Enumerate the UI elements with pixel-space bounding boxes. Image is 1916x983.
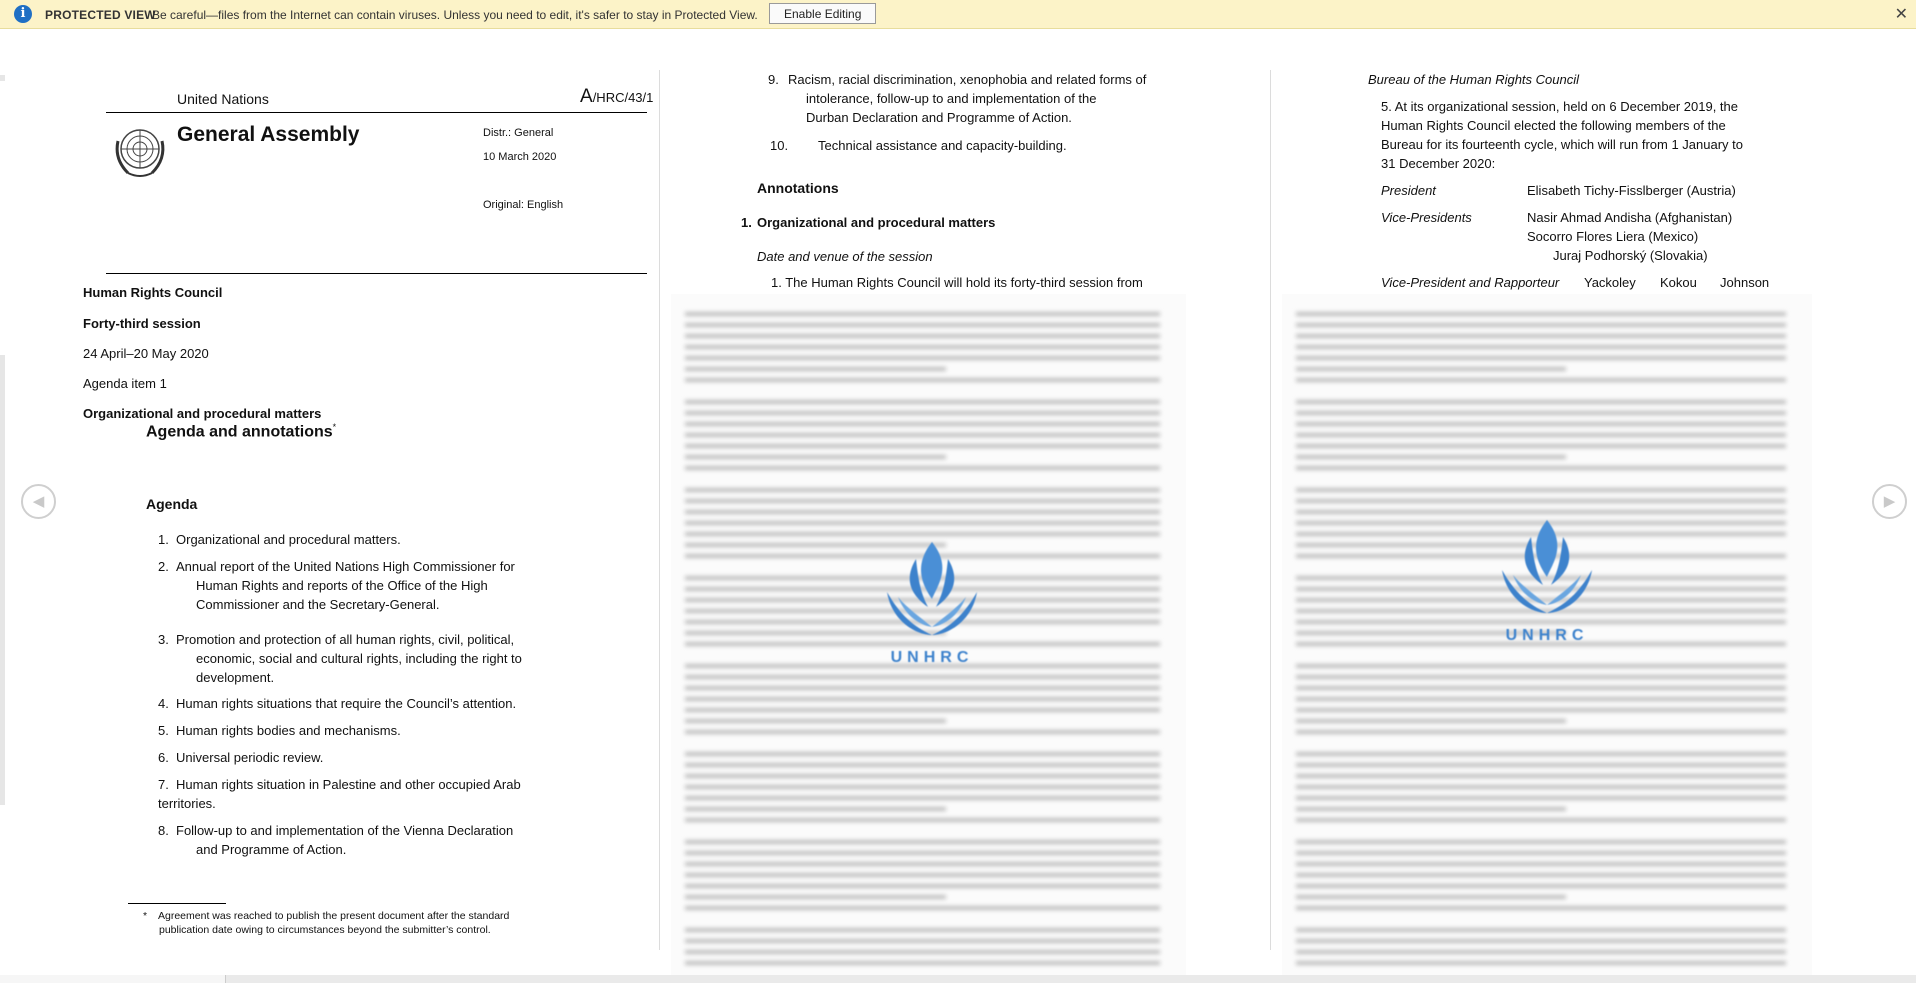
- status-bar-tab: [0, 975, 226, 983]
- blurred-text-line: [1296, 345, 1786, 349]
- blurred-text-line: [1296, 807, 1566, 811]
- footnote-line-1: Agreement was reached to publish the present document after the standard: [158, 910, 510, 922]
- left-scroll-edge: [0, 355, 5, 805]
- blurred-text-line: [1296, 840, 1786, 844]
- distribution-label: Distr.: General: [483, 127, 554, 139]
- blurred-text-line: [1296, 433, 1786, 437]
- rapporteur-name-part-3: Johnson: [1720, 275, 1770, 290]
- agenda-item-title: Organizational and procedural matters: [83, 406, 322, 421]
- agenda-item: [158, 530, 548, 549]
- vice-president-2: Socorro Flores Liera (Mexico): [1527, 229, 1699, 244]
- blurred-text-line: [685, 356, 1160, 360]
- blurred-text-line: [1296, 774, 1786, 778]
- blurred-text-line: [1296, 367, 1566, 371]
- blurred-text-line: [685, 521, 1160, 525]
- agenda-item-9-line-2: intolerance, follow-up to and implementation of the: [806, 91, 1097, 106]
- paragraph-5-line-1: 5. At its organizational session, held on 6 December 2019, the: [1381, 99, 1738, 114]
- blurred-text-line: [685, 532, 1160, 536]
- agenda-item-number: 4.: [158, 696, 169, 711]
- blurred-text-line: [685, 807, 946, 811]
- agenda-item-text: Human rights situation in Palestine and other occupied Arab: [176, 777, 521, 792]
- agenda-item-9-line-3: Durban Declaration and Programme of Action.: [806, 110, 1072, 125]
- annotations-heading: Annotations: [757, 180, 839, 196]
- agenda-item-number: 1.: [158, 532, 169, 547]
- blurred-text-line: [1296, 455, 1566, 459]
- status-bar: [0, 975, 1916, 983]
- council-name: Human Rights Council: [83, 285, 223, 300]
- agenda-item-text: Annual report of the United Nations High Commissioner for: [176, 559, 515, 574]
- blurred-text-line: [685, 312, 1160, 316]
- paragraph-5-line-4: 31 December 2020:: [1381, 156, 1496, 171]
- org-label: United Nations: [177, 91, 269, 107]
- agenda-item-continuation: Human Rights and reports of the Office of the High: [196, 578, 488, 593]
- blurred-text-line: [1296, 862, 1786, 866]
- general-assembly-title: General Assembly: [177, 123, 360, 146]
- paragraph-5-line-3: Bureau for its fourteenth cycle, which will run from 1 January to: [1381, 137, 1743, 152]
- page-divider-1: [659, 70, 660, 950]
- blurred-text-line: [685, 466, 1160, 470]
- blurred-text-line: [1296, 422, 1786, 426]
- paragraph-5-line-2: Human Rights Council elected the following members of the: [1381, 118, 1726, 133]
- blurred-text-line: [1296, 312, 1786, 316]
- blurred-text-line: [1296, 752, 1786, 756]
- blurred-text-line: [1296, 686, 1786, 690]
- blurred-text-line: [685, 939, 1160, 943]
- agenda-item-10-text: Technical assistance and capacity-building.: [818, 138, 1067, 153]
- vice-president-rapporteur-label: Vice-President and Rapporteur: [1381, 275, 1560, 290]
- document-title: [146, 422, 336, 441]
- blurred-text-line: [1296, 334, 1786, 338]
- agenda-item-continuation: and Programme of Action.: [196, 842, 347, 857]
- paragraph-1-first-line: 1. The Human Rights Council will hold its forty-third session from: [771, 275, 1143, 290]
- agenda-item-continuation: development.: [196, 670, 275, 685]
- blurred-text-line: [1296, 675, 1786, 679]
- unhrc-watermark-1: [872, 537, 992, 677]
- blurred-text-line: [1296, 851, 1786, 855]
- blurred-text-line: [685, 928, 1160, 932]
- blurred-text-line: [685, 774, 1160, 778]
- unhrc-watermark-2: [1487, 515, 1607, 655]
- enable-editing-button[interactable]: Enable Editing: [769, 3, 876, 24]
- blurred-text-line: [685, 455, 946, 459]
- agenda-item-9-number: 9.: [768, 72, 779, 87]
- footnote: [128, 909, 538, 937]
- blurred-text-line: [1296, 510, 1786, 514]
- page-divider-2: [1270, 70, 1271, 950]
- blurred-text-line: [685, 785, 1160, 789]
- unhrc-flame-icon: [872, 537, 992, 647]
- blurred-text-line: [1296, 719, 1566, 723]
- protected-view-title: PROTECTED VIEW: [45, 8, 156, 22]
- agenda-item-text: Organizational and procedural matters.: [176, 532, 401, 547]
- agenda-item-continuation: Commissioner and the Secretary-General.: [196, 597, 440, 612]
- footnote-mark: *: [143, 910, 148, 922]
- blurred-text-line: [685, 796, 1160, 800]
- blurred-text-line: [685, 444, 1160, 448]
- agenda-item-text: Follow-up to and implementation of the Vienna Declaration: [176, 823, 514, 838]
- close-icon[interactable]: ✕: [1894, 6, 1908, 23]
- blurred-text-line: [685, 719, 946, 723]
- agenda-item: [158, 821, 548, 859]
- blurred-text-line: [685, 906, 1160, 910]
- blurred-text-line: [685, 488, 1160, 492]
- session-dates: 24 April–20 May 2020: [83, 346, 209, 361]
- unhrc-logo-text: UNHRC: [1505, 627, 1589, 644]
- blurred-text-line: [1296, 697, 1786, 701]
- blurred-text-line: [685, 510, 1160, 514]
- blurred-text-line: [685, 950, 1160, 954]
- agenda-item: [158, 748, 548, 767]
- blurred-text-line: [1296, 466, 1786, 470]
- agenda-item-number: 2.: [158, 559, 169, 574]
- agenda-item: [158, 775, 548, 813]
- blurred-text-line: [685, 378, 1160, 382]
- agenda-item-number: 5.: [158, 723, 169, 738]
- vice-presidents-label: Vice-Presidents: [1381, 210, 1472, 225]
- blurred-text-line: [1296, 356, 1786, 360]
- agenda-item-text: Universal periodic review.: [176, 750, 324, 765]
- blurred-text-line: [685, 873, 1160, 877]
- agenda-heading: Agenda: [146, 496, 198, 512]
- agenda-item-number: 7.: [158, 777, 169, 792]
- blurred-text-line: [1296, 488, 1786, 492]
- bureau-heading: Bureau of the Human Rights Council: [1368, 72, 1580, 87]
- next-page-button[interactable]: ▶: [1872, 484, 1907, 519]
- blurred-text-line: [685, 334, 1160, 338]
- agenda-item-text: Promotion and protection of all human rights, civil, political,: [176, 632, 515, 647]
- blurred-text-line: [685, 895, 946, 899]
- blurred-text-line: [685, 367, 946, 371]
- blurred-text-line: [1296, 378, 1786, 382]
- previous-page-button[interactable]: ◀: [21, 484, 56, 519]
- blurred-text-line: [685, 422, 1160, 426]
- agenda-item-number: 3.: [158, 632, 169, 647]
- blurred-text-line: [1296, 499, 1786, 503]
- blurred-text-line: [685, 840, 1160, 844]
- blurred-text-line: [1296, 785, 1786, 789]
- blurred-text-line: [1296, 444, 1786, 448]
- blurred-text-line: [685, 345, 1160, 349]
- blurred-text-line: [685, 433, 1160, 437]
- blurred-text-line: [685, 686, 1160, 690]
- footnote-rule: [128, 903, 226, 904]
- unhrc-flame-icon: [1487, 515, 1607, 625]
- symbol-code: /HRC/43/1: [592, 90, 654, 105]
- blurred-text-line: [1296, 730, 1786, 734]
- blurred-text-line: [1296, 411, 1786, 415]
- protected-view-bar: [0, 0, 1916, 29]
- section-1-title: Organizational and procedural matters: [757, 215, 996, 230]
- agenda-item-10-number: 10.: [770, 138, 789, 153]
- vice-president-3: Juraj Podhorský (Slovakia): [1553, 248, 1708, 263]
- agenda-item: [158, 557, 548, 614]
- info-icon: i: [14, 5, 32, 23]
- blurred-text-line: [685, 961, 1160, 965]
- blurred-text-line: [685, 862, 1160, 866]
- blurred-text-line: [685, 763, 1160, 767]
- blurred-text-line: [685, 323, 1160, 327]
- blurred-text-line: [1296, 906, 1786, 910]
- unhrc-logo-text: UNHRC: [890, 649, 974, 666]
- agenda-item-number: 8.: [158, 823, 169, 838]
- blurred-text-line: [1296, 818, 1786, 822]
- president-label: President: [1381, 183, 1436, 198]
- document-symbol: [580, 86, 653, 108]
- blurred-text-line: [685, 730, 1160, 734]
- blurred-text-line: [685, 499, 1160, 503]
- agenda-item: [158, 630, 548, 687]
- footnote-reference: *: [332, 422, 337, 432]
- agenda-item: [158, 721, 548, 740]
- original-language: Original: English: [483, 199, 564, 211]
- blurred-text-line: [1296, 939, 1786, 943]
- vice-president-1: Nasir Ahmad Andisha (Afghanistan): [1527, 210, 1733, 225]
- president-name: Elisabeth Tichy-Fisslberger (Austria): [1527, 183, 1736, 198]
- blurred-text-line: [1296, 664, 1786, 668]
- blurred-text-line: [685, 818, 1160, 822]
- blurred-text-line: [1296, 796, 1786, 800]
- blurred-text-line: [1296, 895, 1566, 899]
- rapporteur-name-part-1: Yackoley: [1584, 275, 1636, 290]
- blurred-text-line: [685, 708, 1160, 712]
- blurred-text-line: [1296, 708, 1786, 712]
- agenda-item-continuation: territories.: [158, 796, 216, 811]
- agenda-item-text: Human rights situations that require the Council’s attention.: [176, 696, 517, 711]
- blurred-text-line: [1296, 763, 1786, 767]
- blurred-text-line: [685, 884, 1160, 888]
- symbol-letter: A: [580, 86, 593, 107]
- agenda-item-number: 6.: [158, 750, 169, 765]
- un-emblem-icon: [110, 121, 170, 181]
- document-title-text: Agenda and annotations: [146, 423, 333, 441]
- section-1-number: 1.: [741, 215, 752, 230]
- agenda-item-9-line-1: Racism, racial discrimination, xenophobia and related forms of: [788, 72, 1147, 87]
- blurred-text-line: [1296, 884, 1786, 888]
- footnote-line-2: publication date owing to circumstances beyond the submitter’s control.: [159, 924, 491, 936]
- agenda-item: [158, 694, 548, 713]
- blurred-text-line: [685, 697, 1160, 701]
- blurred-text-line: [685, 411, 1160, 415]
- session-name: Forty-third session: [83, 316, 201, 331]
- blurred-text-line: [685, 400, 1160, 404]
- agenda-item-number: Agenda item 1: [83, 376, 167, 391]
- header-rule: [106, 112, 647, 113]
- blurred-text-line: [1296, 400, 1786, 404]
- left-edge-mark: [0, 75, 5, 81]
- blurred-text-line: [685, 752, 1160, 756]
- agenda-item-continuation: economic, social and cultural rights, including the right to: [196, 651, 522, 666]
- blurred-text-line: [1296, 961, 1786, 965]
- header-bottom-rule: [106, 273, 647, 274]
- date-venue-heading: Date and venue of the session: [757, 249, 933, 264]
- rapporteur-name-part-2: Kokou: [1660, 275, 1697, 290]
- blurred-text-line: [1296, 928, 1786, 932]
- blurred-text-line: [1296, 950, 1786, 954]
- blurred-text-line: [1296, 873, 1786, 877]
- document-date: 10 March 2020: [483, 151, 557, 163]
- blurred-text-line: [685, 851, 1160, 855]
- protected-view-message: Be careful—files from the Internet can contain viruses. Unless you need to edit, it's safer to stay in Protected View.: [152, 8, 758, 22]
- agenda-item-text: Human rights bodies and mechanisms.: [176, 723, 401, 738]
- blurred-text-line: [1296, 323, 1786, 327]
